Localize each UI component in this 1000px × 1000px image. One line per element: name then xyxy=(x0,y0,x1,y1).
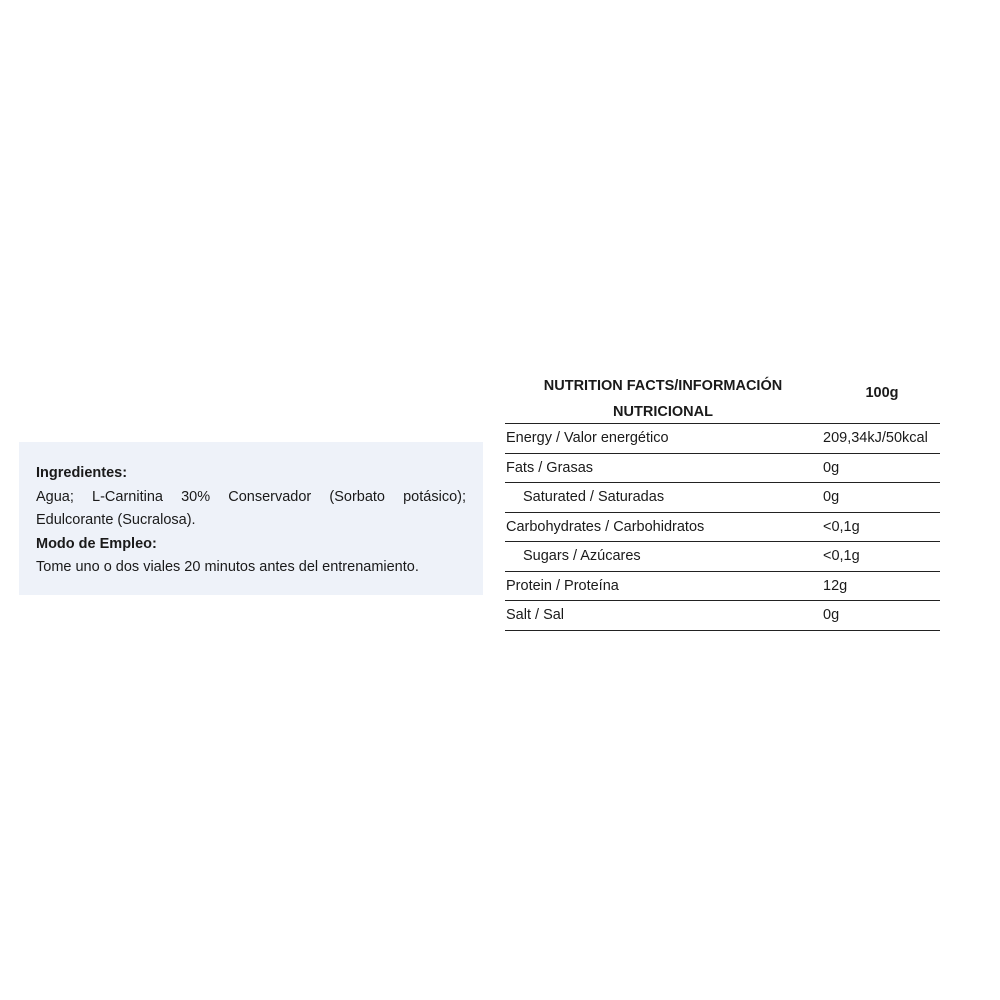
nutrition-row-saturated xyxy=(505,483,940,513)
nutrition-row-fats xyxy=(505,454,940,484)
ingredients-text: Agua; L-Carnitina 30% Conservador (Sorbato potásico); Edulcorante (Sucralosa). xyxy=(36,488,466,528)
ingredients-panel xyxy=(19,442,483,595)
usage-heading: Modo de Empleo: xyxy=(36,535,157,552)
per-100g-label: 100g xyxy=(865,385,899,401)
usage-text: Tome uno o dos viales 20 minutos antes del entrenamiento. xyxy=(36,559,419,575)
nutrition-table xyxy=(505,368,940,631)
nutrient-value: 12g xyxy=(823,577,848,594)
nutrition-title xyxy=(515,373,811,425)
nutrient-value: 0g xyxy=(823,459,840,476)
nutrient-label: Salt / Sal xyxy=(506,607,565,623)
nutrition-title-line1: NUTRITION FACTS/INFORMACIÓN xyxy=(543,378,783,394)
nutrition-row-salt xyxy=(505,601,940,631)
nutrient-value: <0,1g xyxy=(823,518,860,535)
nutrient-label: Sugars / Azúcares xyxy=(523,548,641,564)
nutrient-label: Saturated / Saturadas xyxy=(523,489,665,505)
nutrient-label: Carbohydrates / Carbohidratos xyxy=(506,518,705,535)
nutrient-value: 0g xyxy=(823,489,840,505)
nutrient-label: Protein / Proteína xyxy=(506,577,619,594)
nutrition-row-protein xyxy=(505,572,940,602)
nutrition-row-sugars xyxy=(505,542,940,572)
nutrient-value: 0g xyxy=(823,607,840,623)
nutrition-row-energy xyxy=(505,424,940,454)
nutrient-value: 209,34kJ/50kcal xyxy=(823,430,928,446)
nutrition-title-line2: NUTRICIONAL xyxy=(613,404,713,420)
ingredients-heading: Ingredientes: xyxy=(36,465,128,481)
nutrition-header xyxy=(505,368,940,424)
nutrition-row-carbohydrates xyxy=(505,513,940,543)
nutrient-label: Energy / Valor energético xyxy=(506,430,669,446)
nutrient-value: <0,1g xyxy=(823,548,860,564)
nutrient-label: Fats / Grasas xyxy=(506,459,594,476)
